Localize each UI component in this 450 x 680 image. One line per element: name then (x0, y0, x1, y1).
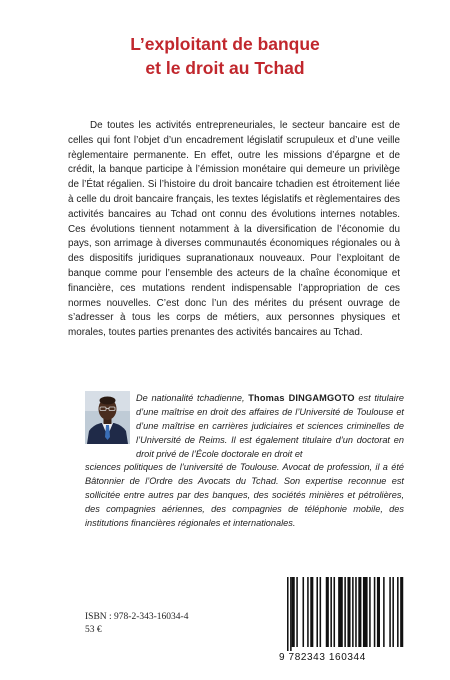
price-text: 53 € (85, 625, 102, 635)
barcode-image (279, 575, 409, 651)
book-title (0, 32, 450, 80)
book-summary: De toutes les activités entrepreneuriales, le secteur bancaire est de celles qui font l’objet d’un encadrement législatif scrupuleux et d’une veille règlementaire permanente. En effet, outre les missions d’épargne et de crédit, la banque participe à l’émission monétaire qui demeure un privilège de l’État régalien. Si l’histoire du droit bancaire tchadien est étroitement liée à celle du droit bancaire français, les textes législatifs et règlementaires des activités bancaires au Tchad ont connu des évolutions internes notables. Ces évolutions tiennent notamment à la diversification de l’économie du pays, son arrimage à diverses communautés économiques régionales ou à des dispositifs juridiques supranationaux nouveaux. Pour l’exploitant de banque comme pour l’ensemble des acteurs de la chaîne économique et financière, ces mutations rendent indispensable l’appropriation de ces normes nouvelles. C’est donc l’un des mérites du présent ouvrage de s’adresser à tous les corps de métiers, aux personnes physiques et morales, toutes parties prenantes des activités bancaires au Tchad. (68, 120, 400, 339)
author-bio-intro: De nationalité tchadienne, (136, 393, 249, 403)
author-name: Thomas DINGAMGOTO (248, 393, 355, 403)
barcode-digits: 9 782343 160344 (279, 652, 366, 663)
author-photo (85, 391, 130, 444)
book-title-line-1: L’exploitant de banque (130, 34, 320, 54)
author-bio (136, 392, 404, 462)
book-title-line-2: et le droit au Tchad (145, 58, 305, 78)
author-bio-continued: sciences politiques de l’université de Toulouse. Avocat de profession, il a été Bâtonnier de l’Ordre des Avocats du Tchad. Son expertise reconnue est sollicitée entre autres par des banques, des sociétés minières et pétrolières, des compagnies aériennes, des compagnies de téléphonie mobile, des institutions financières régionales et internationales. (85, 462, 404, 528)
author-bio-part-1: est titulaire d’une maîtrise en droit des affaires de l’Université de Toulouse et d’une maîtrise en carrières judiciaires et sciences criminelles de l’Université de Reims. Il est également titulaire d’un doctorat en droit privé de l’École doctorale en droit et (136, 393, 404, 459)
isbn-text: ISBN : 978-2-343-16034-4 (85, 612, 189, 622)
